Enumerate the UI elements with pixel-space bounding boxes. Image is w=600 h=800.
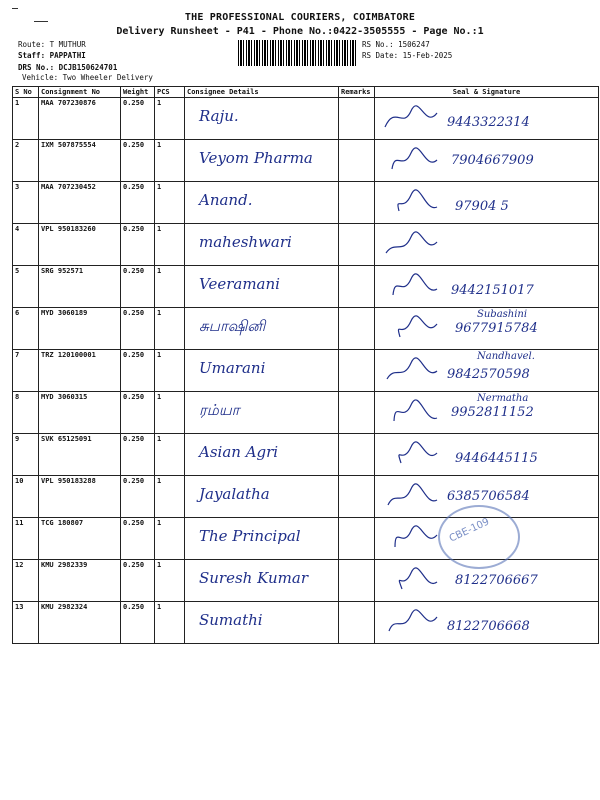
col-sno: S No xyxy=(13,87,39,98)
sno-cell: 13 xyxy=(13,602,39,644)
runsheet-table xyxy=(12,86,599,644)
remarks-cell xyxy=(339,266,375,308)
consignment-cell: KMU 2982324 xyxy=(39,602,121,644)
weight-cell: 0.250 xyxy=(121,518,155,560)
consignee-cell xyxy=(185,98,339,140)
table-row xyxy=(13,392,599,434)
consignment-cell: MAA 707230452 xyxy=(39,182,121,224)
pcs-cell: 1 xyxy=(155,392,185,434)
remarks-cell xyxy=(339,140,375,182)
signature-cell xyxy=(375,182,599,224)
staff-label: Staff: PAPPATHI xyxy=(18,51,86,60)
signature-phone: 9442151017 xyxy=(451,283,534,298)
weight-cell: 0.250 xyxy=(121,98,155,140)
signature-note: Nermatha xyxy=(477,393,529,404)
signature-note: Subashini xyxy=(477,309,528,320)
remarks-cell xyxy=(339,350,375,392)
pcs-cell: 1 xyxy=(155,560,185,602)
consignee-cell xyxy=(185,224,339,266)
sno-cell: 7 xyxy=(13,350,39,392)
weight-cell: 0.250 xyxy=(121,350,155,392)
remarks-cell xyxy=(339,224,375,266)
table-row xyxy=(13,266,599,308)
consignee-handwriting: Asian Agri xyxy=(199,443,279,461)
corner-mark xyxy=(12,8,18,9)
remarks-cell xyxy=(339,476,375,518)
sno-cell: 9 xyxy=(13,434,39,476)
pcs-cell: 1 xyxy=(155,266,185,308)
weight-cell: 0.250 xyxy=(121,476,155,518)
sno-cell: 1 xyxy=(13,98,39,140)
table-row xyxy=(13,350,599,392)
consignee-cell xyxy=(185,266,339,308)
signature-phone: 9842570598 xyxy=(447,367,530,382)
consignment-cell: MYD 3060189 xyxy=(39,308,121,350)
sno-cell: 6 xyxy=(13,308,39,350)
signature-phone: 9952811152 xyxy=(451,405,534,420)
consignee-cell xyxy=(185,182,339,224)
table-row xyxy=(13,98,599,140)
sno-cell: 4 xyxy=(13,224,39,266)
consignee-handwriting: The Principal xyxy=(199,527,301,545)
signature-phone: 9446445115 xyxy=(455,451,538,466)
consignee-handwriting: சுபாஷினி xyxy=(199,317,266,335)
table-row xyxy=(13,560,599,602)
signature-phone: 9677915784 xyxy=(455,321,538,336)
sno-cell: 5 xyxy=(13,266,39,308)
consignment-cell: IXM 507875554 xyxy=(39,140,121,182)
consignee-handwriting: Raju. xyxy=(199,107,239,125)
pcs-cell: 1 xyxy=(155,98,185,140)
sno-cell: 8 xyxy=(13,392,39,434)
consignment-cell: KMU 2982339 xyxy=(39,560,121,602)
consignee-cell xyxy=(185,308,339,350)
pcs-cell: 1 xyxy=(155,140,185,182)
consignee-handwriting: Jayalatha xyxy=(199,485,270,503)
table-row xyxy=(13,602,599,644)
signature-cell xyxy=(375,434,599,476)
weight-cell: 0.250 xyxy=(121,140,155,182)
consignee-cell xyxy=(185,476,339,518)
drs-label: DRS No.: DCJB150624701 xyxy=(18,63,118,72)
signature-cell xyxy=(375,350,599,392)
sno-cell: 11 xyxy=(13,518,39,560)
table-row xyxy=(13,308,599,350)
table-row xyxy=(13,434,599,476)
weight-cell: 0.250 xyxy=(121,602,155,644)
vehicle-label: Vehicle: Two Wheeler Delivery xyxy=(22,73,153,82)
pcs-cell: 1 xyxy=(155,350,185,392)
col-consignment: Consignment No xyxy=(39,87,121,98)
pcs-cell: 1 xyxy=(155,224,185,266)
route-label: Route: T MUTHUR xyxy=(18,40,86,49)
remarks-cell xyxy=(339,392,375,434)
table-row xyxy=(13,224,599,266)
consignee-cell xyxy=(185,518,339,560)
consignment-cell: VPL 950183260 xyxy=(39,224,121,266)
rs-date: RS Date: 15-Feb-2025 xyxy=(362,51,453,60)
rs-number: RS No.: 1506247 xyxy=(362,40,430,49)
weight-cell: 0.250 xyxy=(121,560,155,602)
remarks-cell xyxy=(339,182,375,224)
table-row xyxy=(13,182,599,224)
weight-cell: 0.250 xyxy=(121,224,155,266)
weight-cell: 0.250 xyxy=(121,266,155,308)
col-remarks: Remarks xyxy=(339,87,375,98)
signature-cell xyxy=(375,224,599,266)
consignment-cell: TRZ 120100001 xyxy=(39,350,121,392)
weight-cell: 0.250 xyxy=(121,308,155,350)
consignee-handwriting: Suresh Kumar xyxy=(199,569,308,587)
consignee-handwriting: Umarani xyxy=(199,359,266,377)
signature-phone: 9443322314 xyxy=(447,115,530,130)
pcs-cell: 1 xyxy=(155,308,185,350)
signature-scribble xyxy=(377,225,597,263)
signature-cell xyxy=(375,266,599,308)
col-weight: Weight xyxy=(121,87,155,98)
signature-phone: 8122706668 xyxy=(447,619,530,634)
consignee-cell xyxy=(185,560,339,602)
weight-cell: 0.250 xyxy=(121,182,155,224)
signature-phone: 97904 5 xyxy=(455,199,509,214)
signature-cell xyxy=(375,602,599,644)
consignee-cell xyxy=(185,350,339,392)
table-row xyxy=(13,476,599,518)
col-consignee: Consignee Details xyxy=(185,87,339,98)
signature-cell xyxy=(375,98,599,140)
remarks-cell xyxy=(339,98,375,140)
pcs-cell: 1 xyxy=(155,434,185,476)
stamp-label: CBE-109 xyxy=(447,516,492,545)
consignee-handwriting: maheshwari xyxy=(199,233,292,251)
col-signature: Seal & Signature xyxy=(375,87,599,98)
sno-cell: 10 xyxy=(13,476,39,518)
company-title: THE PROFESSIONAL COURIERS, COIMBATORE xyxy=(184,12,416,23)
remarks-cell xyxy=(339,602,375,644)
pcs-cell: 1 xyxy=(155,182,185,224)
signature-cell xyxy=(375,392,599,434)
runsheet-subtitle: Delivery Runsheet - P41 - Phone No.:0422-3505555 - Page No.:1 xyxy=(116,26,484,37)
col-pcs: PCS xyxy=(155,87,185,98)
consignee-cell xyxy=(185,602,339,644)
signature-phone: 6385706584 xyxy=(447,489,530,504)
signature-note: Nandhavel. xyxy=(477,351,535,362)
consignee-cell xyxy=(185,392,339,434)
consignment-cell: SVK 65125091 xyxy=(39,434,121,476)
signature-phone: 7904667909 xyxy=(451,153,534,168)
consignment-cell: TCG 180807 xyxy=(39,518,121,560)
remarks-cell xyxy=(339,560,375,602)
table-row xyxy=(13,140,599,182)
consignee-handwriting: Veyom Pharma xyxy=(199,149,313,167)
consignee-handwriting: ரம்யா xyxy=(199,401,240,419)
signature-cell xyxy=(375,308,599,350)
remarks-cell xyxy=(339,518,375,560)
consignment-cell: SRG 952571 xyxy=(39,266,121,308)
consignee-handwriting: Veeramani xyxy=(199,275,280,293)
remarks-cell xyxy=(339,308,375,350)
weight-cell: 0.250 xyxy=(121,434,155,476)
weight-cell: 0.250 xyxy=(121,392,155,434)
remarks-cell xyxy=(339,434,375,476)
sno-cell: 3 xyxy=(13,182,39,224)
consignment-cell: VPL 950183288 xyxy=(39,476,121,518)
barcode xyxy=(238,40,356,66)
consignee-cell xyxy=(185,140,339,182)
signature-cell xyxy=(375,140,599,182)
pcs-cell: 1 xyxy=(155,518,185,560)
consignee-handwriting: Sumathi xyxy=(199,611,263,629)
signature-phone: 8122706667 xyxy=(455,573,538,588)
sno-cell: 2 xyxy=(13,140,39,182)
consignment-cell: MYD 3060315 xyxy=(39,392,121,434)
pcs-cell: 1 xyxy=(155,602,185,644)
consignment-cell: MAA 707230876 xyxy=(39,98,121,140)
sno-cell: 12 xyxy=(13,560,39,602)
consignee-handwriting: Anand. xyxy=(199,191,253,209)
pcs-cell: 1 xyxy=(155,476,185,518)
table-header-row xyxy=(13,87,599,98)
consignee-cell xyxy=(185,434,339,476)
